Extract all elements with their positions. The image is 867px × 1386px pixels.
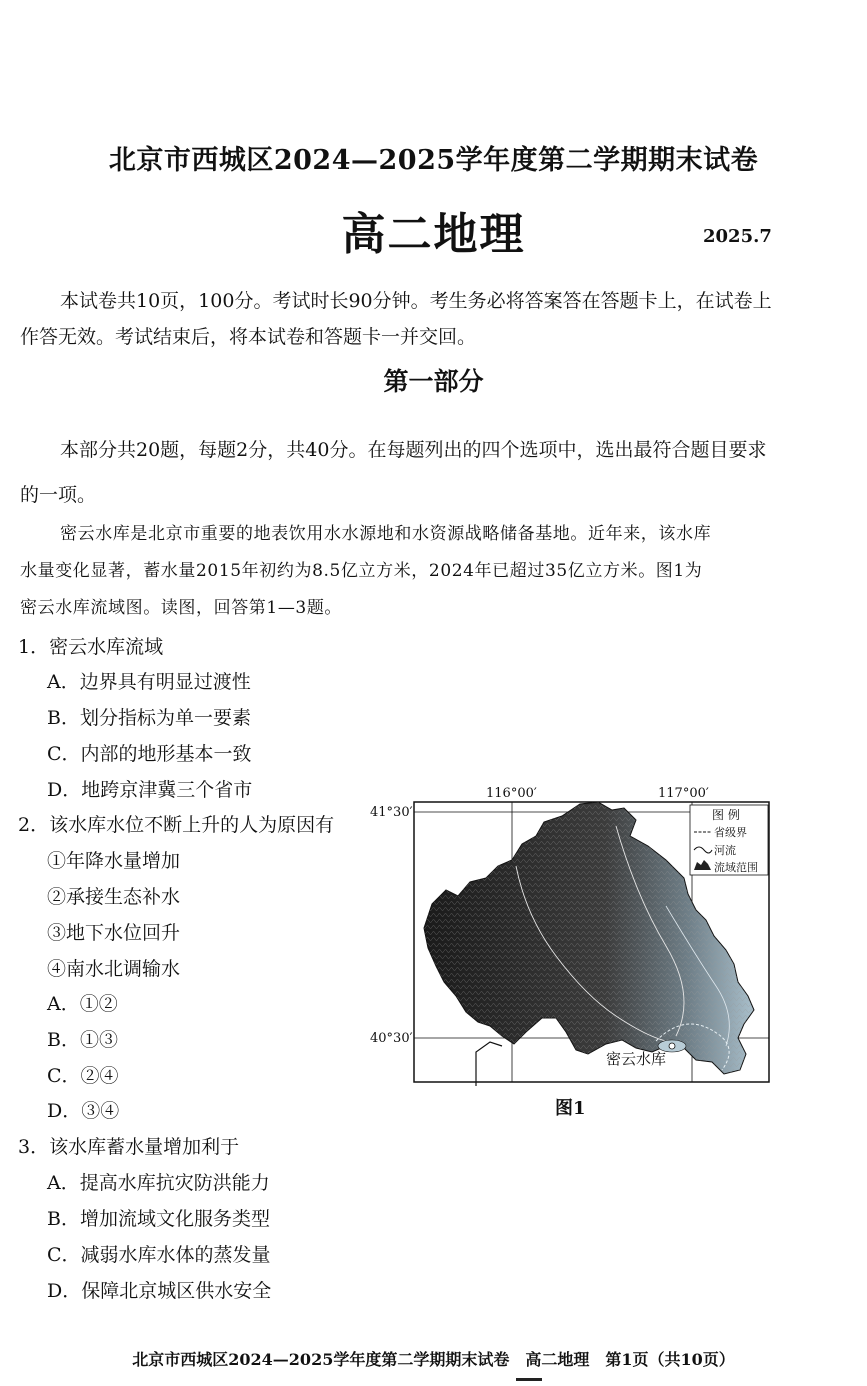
subject-title: 高二地理	[341, 209, 526, 260]
exam-title: 北京市西城区2024—2025学年度第二学期期末试卷	[108, 145, 759, 176]
question-3-option-c[interactable]: C．减弱水库水体的蒸发量	[47, 1244, 271, 1266]
question-2-item-1: ①年降水量增加	[47, 850, 181, 872]
reading-passage	[20, 516, 855, 627]
legend-river-label: 河流	[714, 844, 736, 857]
question-1-stem: 1．密云水库流域	[18, 636, 164, 658]
question-1-option-c[interactable]: C．内部的地形基本一致	[47, 743, 252, 765]
part-description-line-1: 本部分共20题，每题2分，共40分。在每题列出的四个选项中，选出最符合题目要求	[60, 439, 767, 461]
question-3-stem: 3．该水库蓄水量增加利于	[18, 1136, 240, 1158]
question-1-option-b[interactable]: B．划分指标为单一要素	[47, 707, 251, 729]
footer-mark	[516, 1378, 542, 1381]
figure-caption: 图1	[555, 1098, 586, 1119]
reservoir-marker	[669, 1043, 675, 1049]
lat-label-40-30: 40°30′	[370, 1031, 413, 1046]
instructions-line-1: 本试卷共10页，100分。考试时长90分钟。考生务必将答案答在答题卡上，在试卷上	[60, 290, 772, 312]
passage-line-3: 密云水库流域图。读图，回答第1—3题。	[20, 598, 343, 618]
question-2-option-a[interactable]: A．①②	[47, 993, 118, 1015]
reservoir-label: 密云水库	[606, 1050, 667, 1068]
question-2-stem: 2．该水库水位不断上升的人为原因有	[18, 814, 335, 836]
part-description	[20, 428, 850, 518]
question-2-option-c[interactable]: C．②④	[47, 1065, 119, 1087]
question-2-item-4: ④南水北调输水	[47, 958, 181, 980]
exam-instructions	[20, 283, 850, 355]
watershed-map	[366, 786, 776, 1086]
lon-label-116: 116°00′	[486, 786, 537, 801]
page-footer: 北京市西城区2024—2025学年度第二学期期末试卷 高二地理 第1页（共10页）	[132, 1350, 735, 1369]
question-2-item-3: ③地下水位回升	[47, 922, 181, 944]
lon-label-117: 117°00′	[658, 786, 709, 801]
lat-label-41-30: 41°30′	[370, 805, 413, 820]
legend-watershed-label: 流域范围	[714, 861, 758, 874]
passage-line-2: 水量变化显著，蓄水量2015年初约为8.5亿立方米，2024年已超过35亿立方米。图1为	[20, 561, 703, 581]
passage-line-1: 密云水库是北京市重要的地表饮用水水源地和水资源战略储备基地。近年来，该水库	[60, 524, 712, 544]
legend-title: 图 例	[712, 808, 740, 822]
question-2-option-b[interactable]: B．①③	[47, 1029, 118, 1051]
question-3-option-d[interactable]: D．保障北京城区供水安全	[47, 1280, 272, 1302]
part-description-line-2: 的一项。	[20, 484, 97, 506]
question-2-option-d[interactable]: D．③④	[47, 1100, 120, 1122]
question-3-option-a[interactable]: A．提高水库抗灾防洪能力	[47, 1172, 270, 1194]
part-title: 第一部分	[383, 367, 484, 396]
question-1-option-d[interactable]: D．地跨京津冀三个省市	[47, 779, 253, 801]
question-1-option-a[interactable]: A．边界具有明显过渡性	[47, 671, 251, 693]
exam-date: 2025.7	[703, 226, 772, 247]
question-3-option-b[interactable]: B．增加流域文化服务类型	[47, 1208, 270, 1230]
question-2-item-2: ②承接生态补水	[47, 886, 181, 908]
legend-boundary-label: 省级界	[714, 826, 747, 839]
instructions-line-2: 作答无效。考试结束后，将本试卷和答题卡一并交回。	[20, 326, 477, 348]
